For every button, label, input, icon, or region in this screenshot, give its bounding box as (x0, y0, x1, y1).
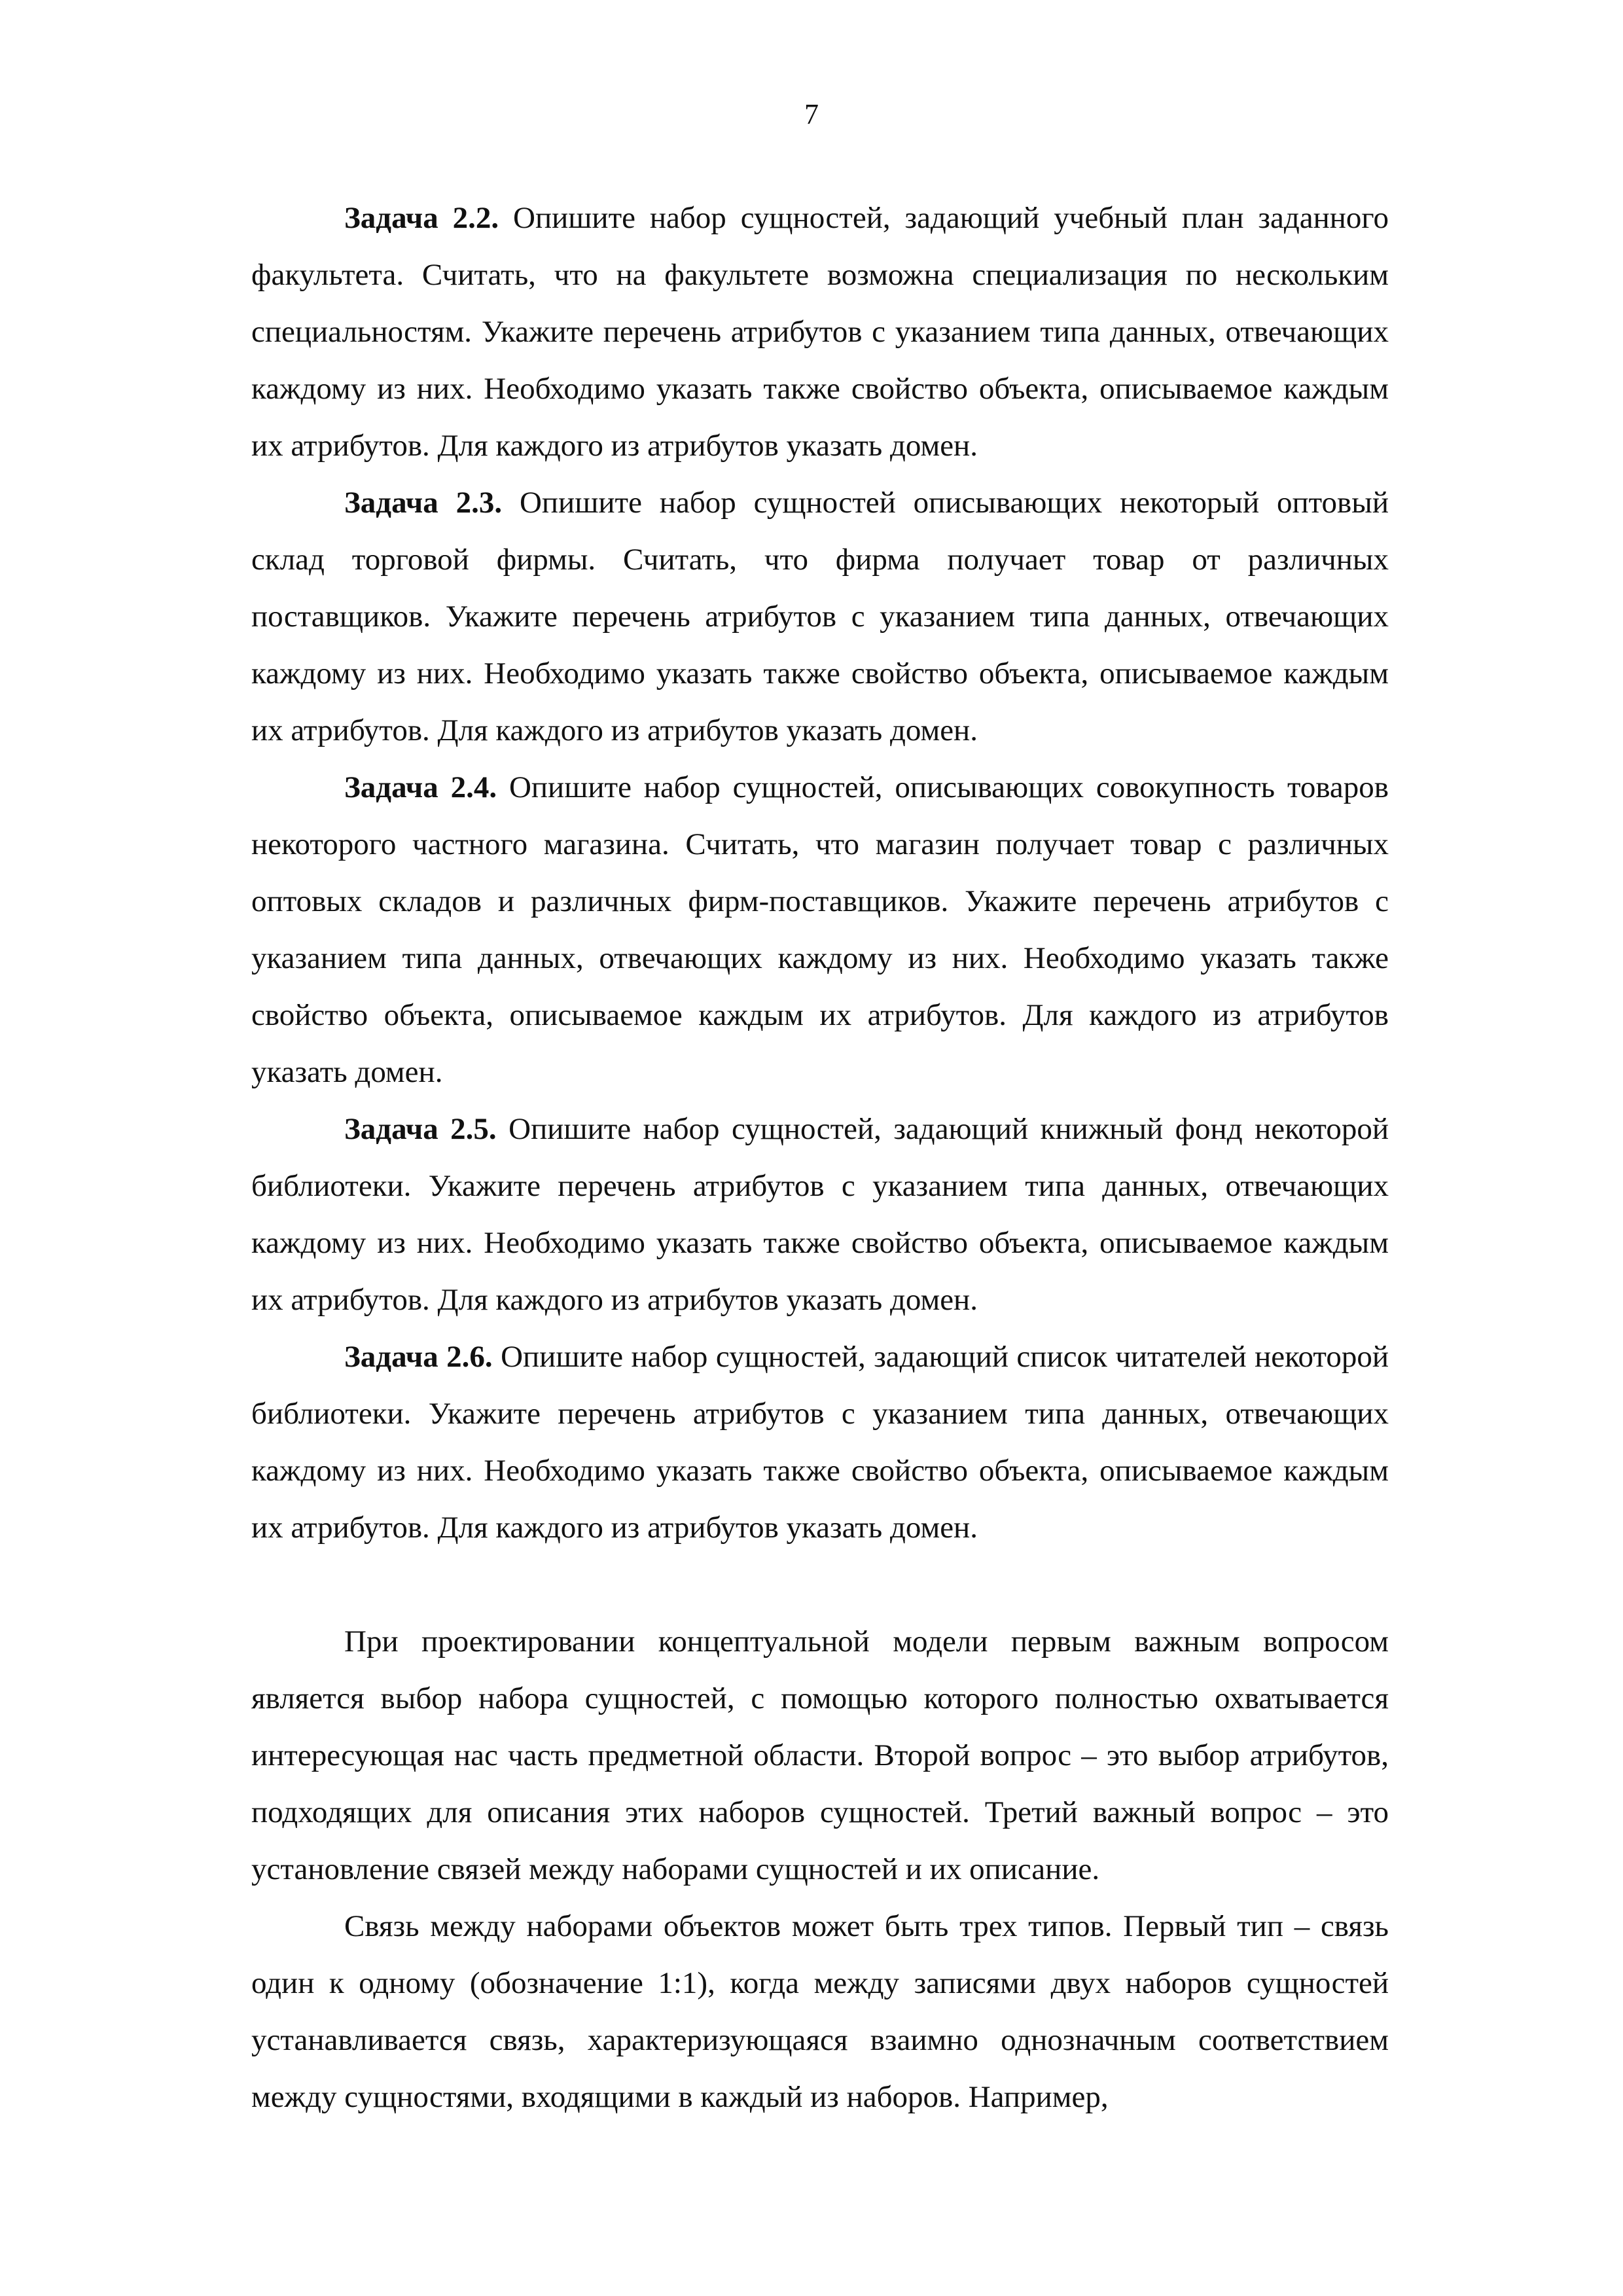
task-label: Задача 2.3. (344, 486, 503, 520)
body-paragraph: Связь между наборами объектов может быть трех типов. Первый тип – связь один к одному (обозначение 1:1), когда между записями двух наборов сущностей устанавливается связь, характеризующаяся взаимно однозначным соответствием между сущностями, входящими в каждый из наборов. Например, (251, 1909, 1389, 2114)
task-2-6 (251, 1329, 1389, 1556)
page-content (251, 190, 1389, 2126)
task-label: Задача 2.2. (344, 201, 499, 235)
body-paragraph: При проектировании концептуальной модели первым важным вопросом является выбор набора сущностей, с помощью которого полностью охватывается интересующая нас часть предметной области. Второй вопрос – это выбор атрибутов, подходящих для описания этих наборов сущностей. Третий важный вопрос – это установление связей между наборами сущностей и их описание. (251, 1624, 1389, 1886)
task-text: Опишите набор сущностей, описывающих совокупность товаров некоторого частного магазина. Считать, что магазин получает товар с различных оптовых складов и различных фирм-поставщиков. Укажите перечень атрибутов с указанием типа данных, отвечающих каждому из них. Необходимо указать также свойство объекта, описываемое каждым их атрибутов. Для каждого из атрибутов указать домен. (251, 770, 1389, 1089)
page-number: 7 (804, 98, 819, 130)
section-gap (251, 1556, 1389, 1613)
task-2-2 (251, 190, 1389, 475)
task-label: Задача 2.4. (344, 770, 497, 804)
task-2-3 (251, 475, 1389, 759)
task-label: Задача 2.5. (344, 1112, 497, 1146)
task-text: Опишите набор сущностей, задающий список читателей некоторой библиотеки. Укажите перечень атрибутов с указанием типа данных, отвечающих каждому из них. Необходимо указать также свойство объекта, описываемое каждым их атрибутов. Для каждого из атрибутов указать домен. (251, 1340, 1389, 1545)
task-text: Опишите набор сущностей, задающий учебный план заданного факультета. Считать, что на факультете возможна специализация по нескольким специальностям. Укажите перечень атрибутов с указанием типа данных, отвечающих каждому из них. Необходимо указать также свойство объекта, описываемое каждым их атрибутов. Для каждого из атрибутов указать домен. (251, 201, 1389, 463)
task-text: Опишите набор сущностей, задающий книжный фонд некоторой библиотеки. Укажите перечень атрибутов с указанием типа данных, отвечающих каждому из них. Необходимо указать также свойство объекта, описываемое каждым их атрибутов. Для каждого из атрибутов указать домен. (251, 1112, 1389, 1317)
task-label: Задача 2.6. (344, 1340, 493, 1374)
task-2-5 (251, 1101, 1389, 1329)
task-text: Опишите набор сущностей описывающих некоторый оптовый склад торговой фирмы. Считать, что фирма получает товар от различных поставщиков. Укажите перечень атрибутов с указанием типа данных, отвечающих каждому из них. Необходимо указать также свойство объекта, описываемое каждым их атрибутов. Для каждого из атрибутов указать домен. (251, 486, 1389, 747)
task-2-4 (251, 759, 1389, 1101)
